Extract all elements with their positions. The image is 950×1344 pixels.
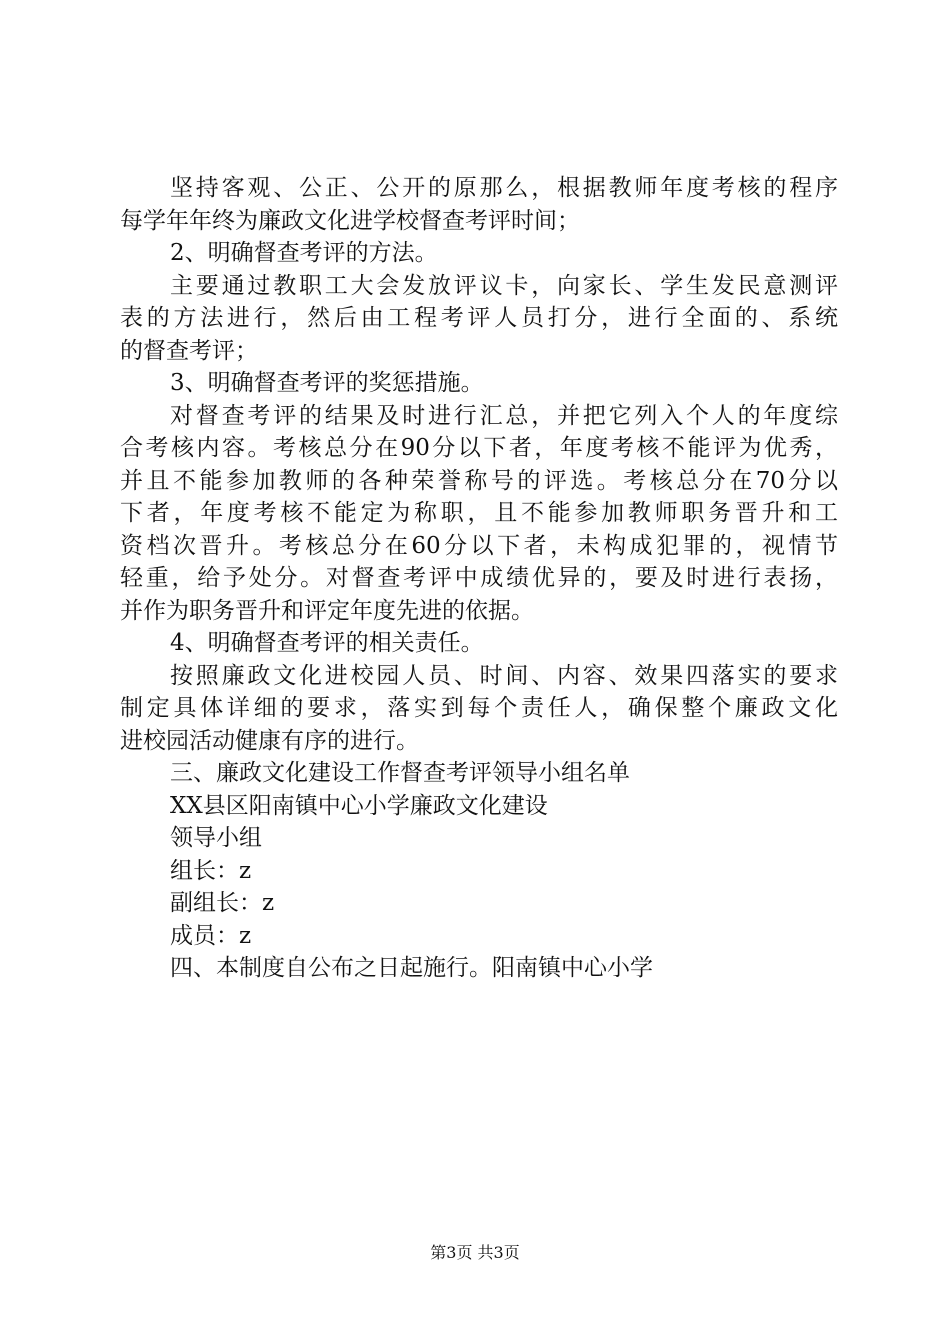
paragraph-line: 每学年年终为廉政文化进学校督查考评时间； [120,207,580,234]
paragraph-line: 坚持客观、公正、公开的原那么，根据教师年度考核的程序 [170,175,838,201]
section-heading: 三、廉政文化建设工作督查考评领导小组名单 [170,760,630,786]
member-line-deputy: 副组长：z [170,890,275,916]
paragraph-line: 进校园活动健康有序的进行。 [120,727,419,754]
section-heading: 四、本制度自公布之日起施行。阳南镇中心小学 [170,955,653,981]
group-title-line: XX县区阳南镇中心小学廉政文化建设 [170,792,548,819]
paragraph-line: 资档次晋升。考核总分在60分以下者，未构成犯罪的，视情节 [120,532,838,559]
group-title-line: 领导小组 [170,825,262,851]
section-heading: 4、明确督查考评的相关责任。 [170,630,484,656]
paragraph-line: 主要通过教职工大会发放评议卡，向家长、学生发民意测评 [170,272,838,299]
paragraph-line: 表的方法进行，然后由工程考评人员打分，进行全面的、系统 [120,305,838,331]
member-line-members: 成员：z [170,922,252,949]
paragraph-line: 下者，年度考核不能定为称职，且不能参加教师职务晋升和工 [120,500,838,526]
member-line-leader: 组长：z [170,857,252,884]
paragraph-line: 对督查考评的结果及时进行汇总，并把它列入个人的年度综 [170,402,838,429]
paragraph-line: 按照廉政文化进校园人员、时间、内容、效果四落实的要求 [170,662,838,689]
document-body [120,172,838,985]
paragraph-line: 制定具体详细的要求，落实到每个责任人，确保整个廉政文化 [120,695,838,721]
section-heading: 2、明确督查考评的方法。 [170,240,438,266]
paragraph-line: 合考核内容。考核总分在90分以下者，年度考核不能评为优秀， [120,435,838,461]
paragraph-line: 并作为职务晋升和评定年度先进的依据。 [120,597,534,624]
page-number-footer: 第3页 共3页 [430,1243,520,1262]
paragraph-line: 并且不能参加教师的各种荣誉称号的评选。考核总分在70分以 [120,467,838,494]
paragraph-line: 的督查考评； [120,337,258,364]
section-heading: 3、明确督查考评的奖惩措施。 [170,370,484,396]
paragraph-line: 轻重，给予处分。对督查考评中成绩优异的，要及时进行表扬， [120,565,838,591]
